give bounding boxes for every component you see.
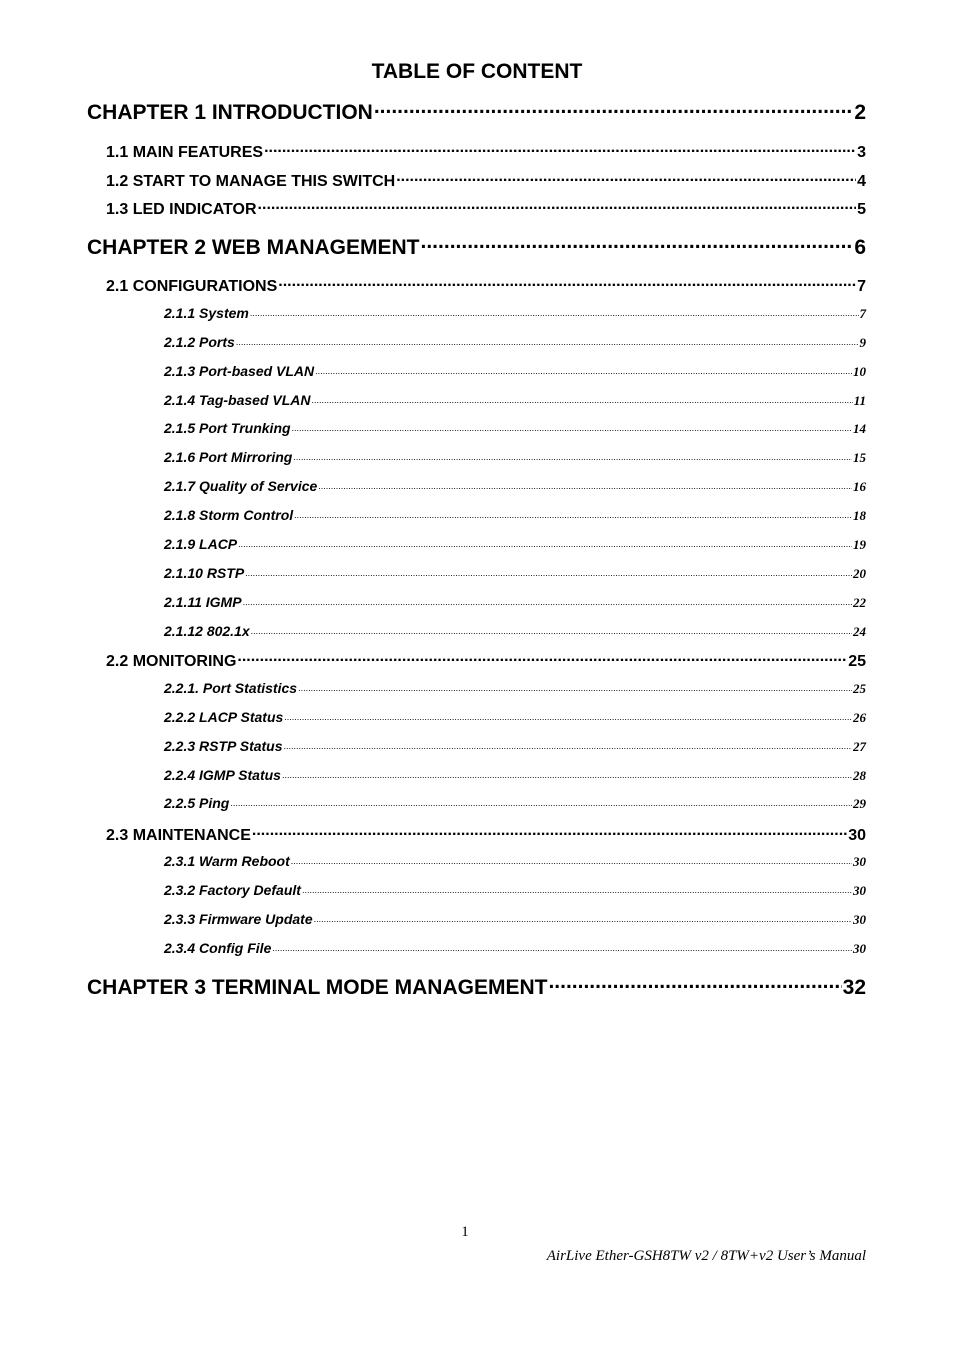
toc-entry[interactable] — [164, 391, 866, 411]
dot-leader — [250, 304, 859, 318]
toc-entry-label: CHAPTER 1 INTRODUCTION — [87, 101, 373, 124]
toc-entry[interactable] — [164, 448, 866, 468]
toc-entry[interactable] — [164, 506, 866, 526]
toc-entry-label: 2.1.6 Port Mirroring — [164, 449, 293, 465]
toc-entry-page-number: 32 — [842, 976, 866, 999]
page-title: TABLE OF CONTENT — [371, 60, 583, 83]
toc-entry[interactable] — [164, 939, 866, 959]
toc-entry[interactable] — [164, 593, 866, 613]
toc-entry-page-number: 3 — [857, 144, 866, 161]
dot-leader — [312, 391, 853, 405]
toc-entry-label: 2.2.5 Ping — [164, 795, 230, 811]
dot-leader — [292, 419, 852, 433]
toc-entry-page-number: 11 — [853, 393, 866, 408]
toc-entry[interactable] — [164, 737, 866, 757]
toc-entry-page-number: 10 — [853, 364, 866, 379]
toc-entry-label: 2.1.8 Storm Control — [164, 507, 294, 523]
dot-leader — [314, 910, 852, 924]
toc-entry-page-number: 30 — [853, 883, 866, 898]
toc-entry-label: 2.2.2 LACP Status — [164, 709, 284, 725]
toc-entry-page-number: 20 — [853, 566, 866, 581]
dot-leader — [318, 477, 852, 491]
toc-entry[interactable] — [164, 477, 866, 497]
toc-entry[interactable] — [164, 852, 866, 872]
toc-entry[interactable] — [164, 564, 866, 584]
toc-entry[interactable] — [164, 622, 866, 642]
toc-entry-page-number: 30 — [848, 827, 866, 844]
toc-entry-label: 2.1.12 802.1x — [164, 623, 250, 639]
toc-entry-page-number: 26 — [853, 710, 866, 725]
dot-leader — [238, 535, 852, 549]
toc-entry-label: 2.1.2 Ports — [164, 334, 235, 350]
dot-leader — [396, 169, 856, 186]
toc-entry-page-number: 22 — [853, 595, 866, 610]
toc-entry-label: 2.1.11 IGMP — [164, 594, 242, 610]
toc-entry-label: 2.3.1 Warm Reboot — [164, 853, 290, 869]
dot-leader — [421, 232, 854, 254]
dot-leader — [374, 97, 853, 119]
dot-leader — [294, 506, 852, 520]
dot-leader — [302, 881, 852, 895]
toc-entry-label: 2.3 MAINTENANCE — [106, 827, 251, 844]
toc-entry[interactable] — [87, 972, 866, 1000]
toc-entry-page-number: 28 — [853, 768, 866, 783]
toc-entry-page-number: 25 — [853, 681, 866, 696]
toc-entry-label: 2.1.10 RSTP — [164, 565, 245, 581]
toc-entry-label: 1.3 LED INDICATOR — [106, 201, 257, 218]
toc-entry-page-number: 29 — [853, 796, 866, 811]
toc-entry-label: 2.3.3 Firmware Update — [164, 911, 313, 927]
toc-entry-page-number: 6 — [854, 236, 866, 259]
toc-entry-page-number: 25 — [848, 653, 866, 670]
toc-entry[interactable] — [164, 679, 866, 699]
toc-entry[interactable] — [87, 232, 866, 260]
toc-entry-label: 2.2 MONITORING — [106, 653, 237, 670]
dot-leader — [252, 823, 847, 840]
toc-entry[interactable] — [106, 197, 866, 219]
toc-entry-page-number: 7 — [859, 306, 866, 321]
toc-entry[interactable] — [106, 274, 866, 296]
dot-leader — [278, 274, 856, 291]
toc-entry-page-number: 19 — [853, 537, 866, 552]
toc-entry[interactable] — [106, 823, 866, 845]
toc-entry[interactable] — [164, 304, 866, 324]
toc-entry-page-number: 14 — [853, 421, 866, 436]
dot-leader — [245, 564, 852, 578]
dot-leader — [258, 197, 857, 214]
toc-entry-label: 2.1.9 LACP — [164, 536, 238, 552]
toc-entry-label: 2.2.3 RSTP Status — [164, 738, 283, 754]
toc-entry-label: 1.2 START TO MANAGE THIS SWITCH — [106, 173, 396, 190]
toc-entry-page-number: 16 — [853, 479, 866, 494]
toc-entry[interactable] — [106, 140, 866, 162]
dot-leader — [264, 140, 856, 157]
toc-entry-page-number: 9 — [859, 335, 866, 350]
dot-leader — [236, 333, 859, 347]
footer-page-number: 1 — [461, 1224, 469, 1240]
dot-leader — [293, 448, 852, 462]
toc-entry-label: CHAPTER 2 WEB MANAGEMENT — [87, 236, 420, 259]
toc-entry-label: 2.3.2 Factory Default — [164, 882, 301, 898]
dot-leader — [284, 708, 852, 722]
toc-entry-label: 2.1 CONFIGURATIONS — [106, 278, 278, 295]
toc-entry[interactable] — [106, 649, 866, 671]
toc-entry-page-number: 15 — [853, 450, 866, 465]
footer-manual-title: AirLive Ether-GSH8TW v2 / 8TW+v2 User’s Manual — [546, 1248, 866, 1264]
toc-entry-page-number: 24 — [853, 624, 866, 639]
toc-entry-page-number: 7 — [857, 278, 866, 295]
dot-leader — [315, 362, 852, 376]
dot-leader — [272, 939, 852, 953]
toc-entry-label: 2.1.4 Tag-based VLAN — [164, 392, 311, 408]
toc-entry[interactable] — [164, 535, 866, 555]
toc-entry[interactable] — [106, 169, 866, 191]
toc-entry-label: 2.1.1 System — [164, 305, 249, 321]
dot-leader — [237, 649, 847, 666]
toc-entry[interactable] — [164, 881, 866, 901]
toc-entry-page-number: 30 — [853, 854, 866, 869]
toc-entry[interactable] — [164, 794, 866, 814]
toc-entry[interactable] — [164, 333, 866, 353]
toc-entry-page-number: 30 — [853, 912, 866, 927]
toc-entry-label: 2.1.5 Port Trunking — [164, 420, 291, 436]
toc-entry-page-number: 2 — [854, 101, 866, 124]
toc-entry-label: 2.2.4 IGMP Status — [164, 767, 281, 783]
toc-entry[interactable] — [87, 97, 866, 125]
toc-entry-label: CHAPTER 3 TERMINAL MODE MANAGEMENT — [87, 976, 548, 999]
toc-entry-page-number: 30 — [853, 941, 866, 956]
toc-entry-label: 2.3.4 Config File — [164, 940, 272, 956]
dot-leader — [298, 679, 852, 693]
toc-entry-label: 2.1.7 Quality of Service — [164, 478, 318, 494]
toc-entry-page-number: 5 — [857, 201, 866, 218]
toc-entry-page-number: 4 — [857, 173, 866, 190]
dot-leader — [230, 794, 852, 808]
dot-leader — [243, 593, 852, 607]
toc-entry[interactable] — [164, 362, 866, 382]
toc-entry[interactable] — [164, 910, 866, 930]
toc-entry[interactable] — [164, 708, 866, 728]
toc-entry-page-number: 27 — [853, 739, 866, 754]
toc-entry-label: 2.2.1. Port Statistics — [164, 680, 298, 696]
toc-entry-label: 1.1 MAIN FEATURES — [106, 144, 264, 161]
dot-leader — [282, 766, 852, 780]
dot-leader — [251, 622, 852, 636]
toc-entry-page-number: 18 — [853, 508, 866, 523]
dot-leader — [548, 972, 841, 994]
toc-entry[interactable] — [164, 766, 866, 786]
toc-entry[interactable] — [164, 419, 866, 439]
toc-entry-label: 2.1.3 Port-based VLAN — [164, 363, 315, 379]
dot-leader — [291, 852, 852, 866]
dot-leader — [284, 737, 852, 751]
